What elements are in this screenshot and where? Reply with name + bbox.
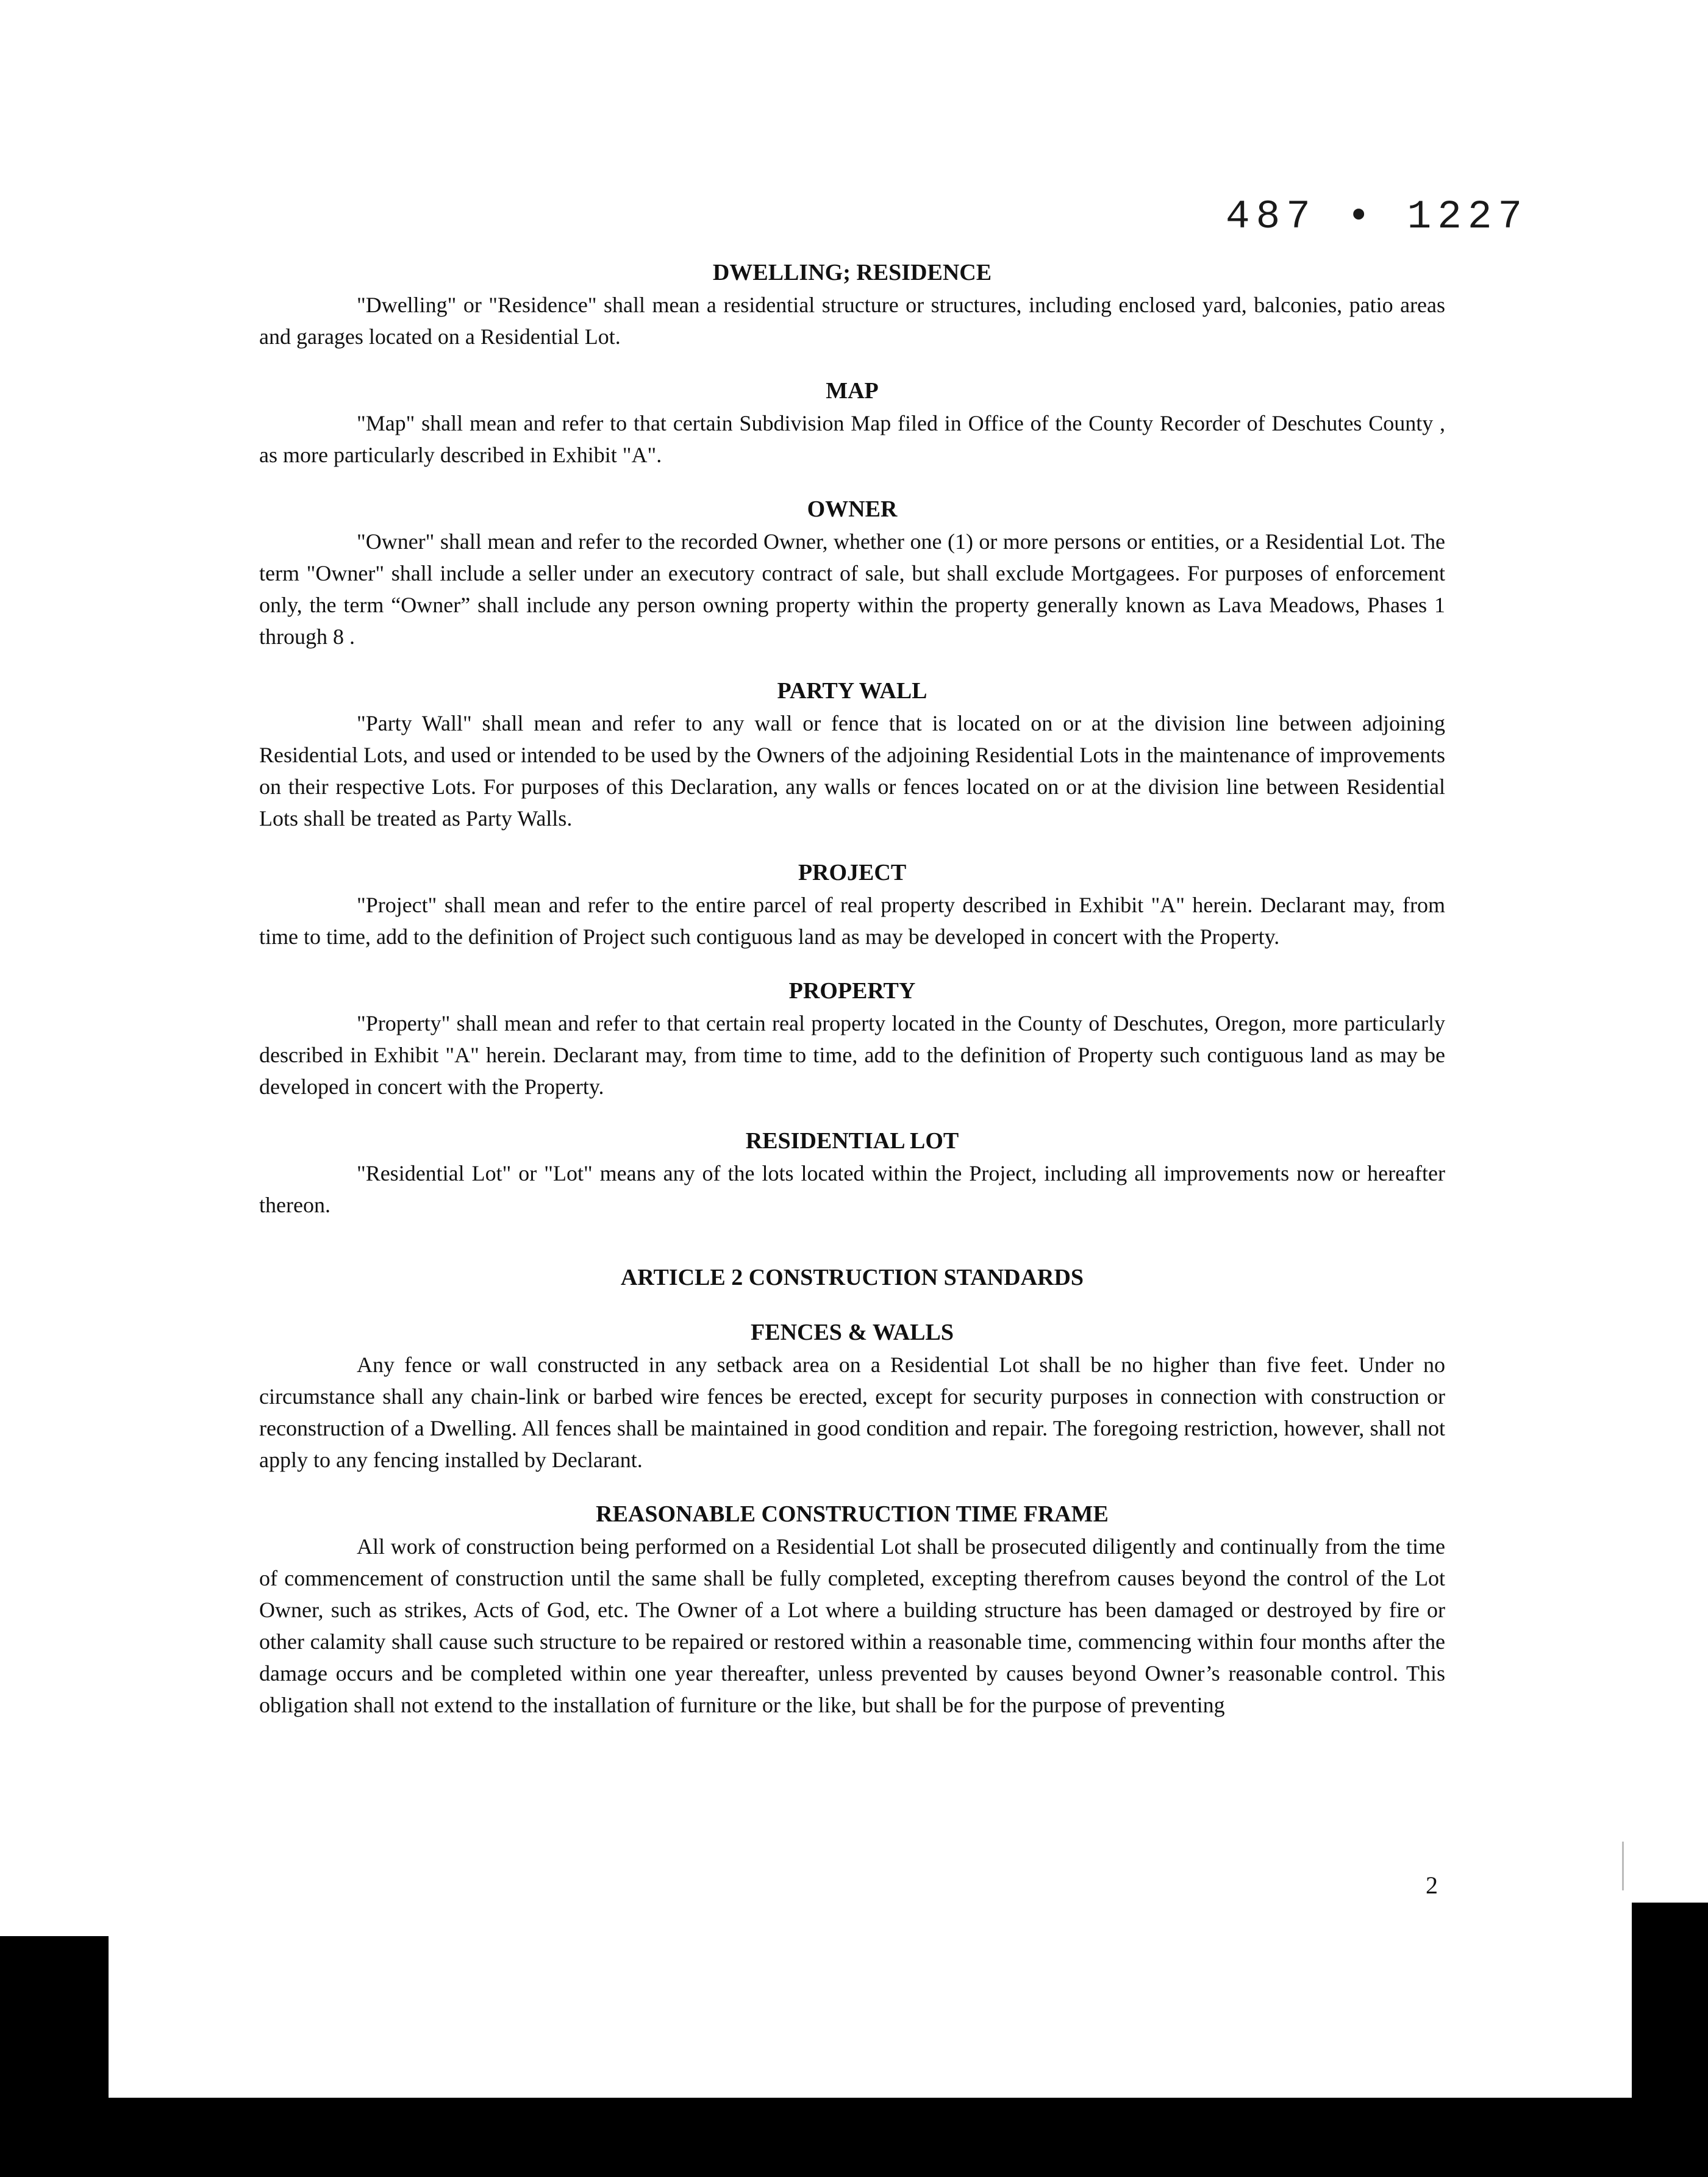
section-body: "Dwelling" or "Residence" shall mean a residential structure or structures, including enclosed yard, balconies, patio areas and garages located on a Residential Lot. <box>259 293 1445 349</box>
recording-stamp: 487 • 1227 <box>1226 194 1529 240</box>
section-owner <box>259 493 1445 652</box>
page-number: 2 <box>1426 1871 1438 1899</box>
section-heading: MAP <box>826 378 879 404</box>
section-heading: PARTY WALL <box>777 678 927 704</box>
section-heading: REASONABLE CONSTRUCTION TIME FRAME <box>596 1501 1109 1527</box>
section-body: "Residential Lot" or "Lot" means any of the lots located within the Project, including all improvements now or hereafter thereon. <box>259 1161 1445 1217</box>
section-body: All work of construction being performed on a Residential Lot shall be prosecuted diligently and continually from the time of commencement of construction until the same shall be fully completed, excepting therefrom causes beyond the control of the Lot Owner, such as strikes, Acts of God, etc. The Owner of a Lot where a building structure has been damaged or destroyed by fire or other calamity shall cause such structure to be repaired or restored within a reasonable time, commencing within four months after the damage occurs and be completed within one year thereafter, unless prevented by causes beyond Owner’s reasonable control. This obligation shall not extend to the installation of furniture or the like, but shall be for the purpose of preventing <box>259 1534 1445 1717</box>
section-construction-time-frame <box>259 1498 1445 1721</box>
section-body: "Project" shall mean and refer to the entire parcel of real property described in Exhibit "A" herein. Declarant may, from time to time, add to the definition of Project such contiguous land as may be developed in concert with the Property. <box>259 893 1445 949</box>
section-fences-walls <box>259 1316 1445 1476</box>
section-heading: DWELLING; RESIDENCE <box>712 260 992 285</box>
section-property <box>259 974 1445 1103</box>
section-party-wall <box>259 674 1445 834</box>
scan-artifact-bottom <box>0 2098 1708 2177</box>
section-heading: PROJECT <box>798 860 907 885</box>
section-dwelling-residence <box>259 256 1445 352</box>
section-body: "Party Wall" shall mean and refer to any wall or fence that is located on or at the division line between adjoining Residential Lots, and used or intended to be used by the Owners of the adjoining Residential Lots in the maintenance of improvements on their respective Lots. For purposes of this Declaration, any walls or fences located on or at the division line between Residential Lots shall be treated as Party Walls. <box>259 711 1445 831</box>
section-body: "Owner" shall mean and refer to the recorded Owner, whether one (1) or more persons or entities, or a Residential Lot. The term "Owner" shall include a seller under an executory contract of sale, but shall exclude Mortgagees. For purposes of enforcement only, the term “Owner” shall include any person owning property within the property generally known as Lava Meadows, Phases 1 through 8 . <box>259 529 1445 649</box>
section-residential-lot <box>259 1124 1445 1221</box>
section-heading: OWNER <box>807 496 898 522</box>
section-heading: FENCES & WALLS <box>751 1320 954 1345</box>
section-body: "Map" shall mean and refer to that certain Subdivision Map filed in Office of the County Recorder of Deschutes County , as more particularly described in Exhibit "A". <box>259 411 1445 467</box>
section-heading: PROPERTY <box>788 978 916 1004</box>
section-map <box>259 374 1445 471</box>
section-body: Any fence or wall constructed in any setback area on a Residential Lot shall be no higher than five feet. Under no circumstance shall any chain-link or barbed wire fences be erected, except for security purposes in connection with construction or reconstruction of a Dwelling. All fences shall be maintained in good condition and repair. The foregoing restriction, however, shall not apply to any fencing installed by Declarant. <box>259 1353 1445 1472</box>
article-heading: ARTICLE 2 CONSTRUCTION STANDARDS <box>620 1265 1084 1290</box>
section-heading: RESIDENTIAL LOT <box>745 1128 959 1154</box>
section-project <box>259 856 1445 953</box>
scan-paper-edge <box>109 1936 1632 2098</box>
document-body <box>259 256 1445 1743</box>
section-body: "Property" shall mean and refer to that certain real property located in the County of Deschutes, Oregon, more particularly described in Exhibit "A" herein. Declarant may, from time to time, add to the definition of Property such contiguous land as may be developed in concert with the Property. <box>259 1011 1445 1099</box>
scan-artifact-line <box>1622 1842 1624 1890</box>
